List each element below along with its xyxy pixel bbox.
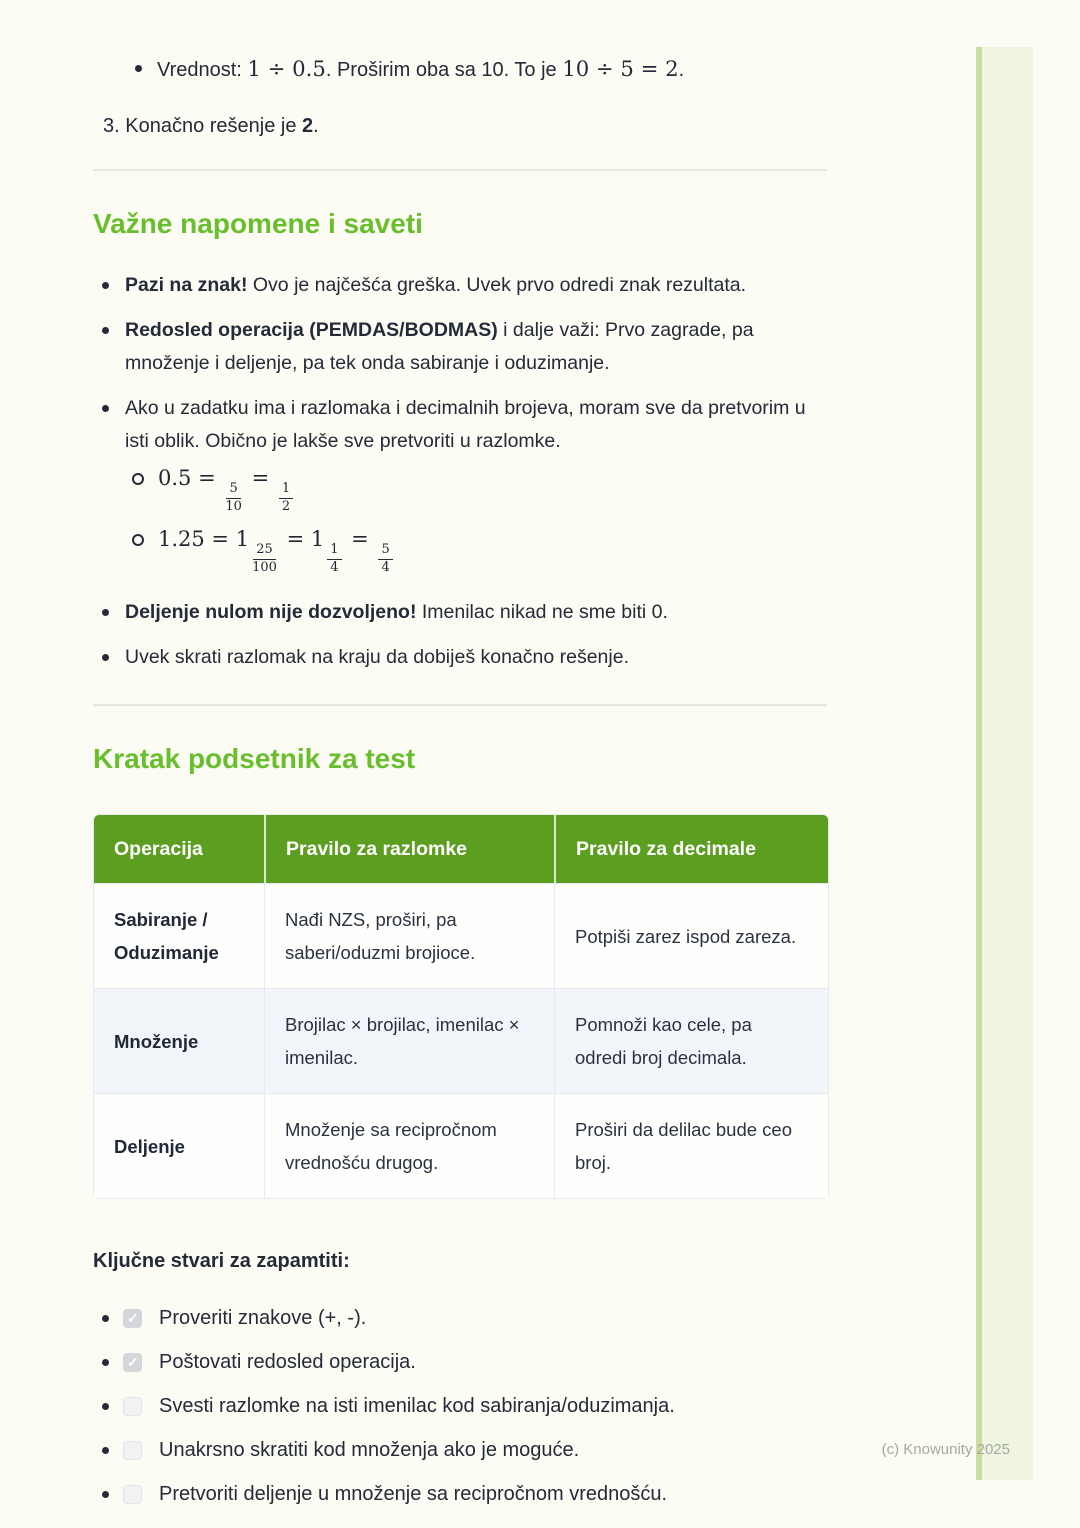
math-expression: 1.25 = 1 $\frac{25}{100}$ = 1 $\frac{1}{4}$ = $\frac{5}{4}$	[125, 521, 827, 576]
table-cell: Potpiši zarez ispod zareza.	[554, 883, 828, 988]
table-cell: Brojilac × brojilac, imenilac × imenilac.	[264, 988, 554, 1093]
section-title-reminder: Kratak podsetnik za test	[93, 743, 416, 775]
checklist-item	[93, 1438, 827, 1462]
checklist-item-label: Poštovati redosled operacija.	[159, 1351, 416, 1374]
list-item: Pazi na znak! Ovo je najčešća greška. Uvek prvo odredi znak rezultata.	[93, 269, 827, 302]
checklist-item	[93, 1482, 827, 1506]
list-item: Uvek skrati razlomak na kraju da dobiješ konačno rešenje.	[93, 641, 827, 674]
checkbox-icon[interactable]	[123, 1309, 142, 1328]
checkbox-icon[interactable]	[123, 1397, 142, 1416]
checklist-item	[93, 1394, 827, 1418]
table-cell: Proširi da delilac bude ceo broj.	[554, 1093, 828, 1198]
checkbox-icon[interactable]	[123, 1485, 142, 1504]
table-cell: Množenje	[94, 988, 264, 1093]
checklist-item-label: Unakrsno skratiti kod množenja ako je moguće.	[159, 1439, 580, 1462]
table-cell: Množenje sa recipročnom vrednošću drugog.	[264, 1093, 554, 1198]
section-title-notes: Važne napomene i saveti	[93, 208, 423, 239]
table-row	[94, 988, 828, 1093]
list-item: Vrednost: 1 ÷ 0.5. Proširim oba sa 10. To je 10 ÷ 5 = 2.	[93, 56, 827, 83]
checklist-item-label: Proveriti znakove (+, -).	[159, 1307, 367, 1330]
section-divider	[93, 169, 827, 171]
list-item: Redosled operacija (PEMDAS/BODMAS) i dalje važi: Prvo zagrade, pa množenje i deljenje, pa tek onda sabiranje i oduzimanje.	[93, 314, 827, 380]
table-row	[94, 883, 828, 988]
rules-table	[93, 814, 829, 1199]
conversion-examples-list	[125, 460, 827, 576]
column-header-decimal-rule: Pravilo za decimale	[554, 815, 828, 883]
final-answer-text: 3. Konačno rešenje je 2.	[103, 115, 319, 137]
table-header-row	[94, 815, 828, 883]
table-cell: Pomnoži kao cele, pa odredi broj decimala.	[554, 988, 828, 1093]
column-header-operation: Operacija	[94, 815, 264, 883]
solution-step-list	[93, 0, 827, 83]
section-divider	[93, 704, 827, 706]
checklist-item	[93, 1350, 827, 1374]
math-expression: 0.5 = $\frac{5}{10}$ = $\frac{1}{2}$	[125, 460, 827, 515]
checkbox-icon[interactable]	[123, 1353, 142, 1372]
table-cell: Nađi NZS, proširi, pa saberi/oduzmi brojioce.	[264, 883, 554, 988]
document-content	[93, 0, 827, 1526]
checkbox-icon[interactable]	[123, 1441, 142, 1460]
table-cell: Deljenje	[94, 1093, 264, 1198]
table-row	[94, 1093, 828, 1198]
checklist-item	[93, 1306, 827, 1330]
list-item-text: Ako u zadatku ima i razlomaka i decimalnih brojeva, moram sve da pretvorim u isti oblik. Obično je lakše sve pretvoriti u razlomke.	[125, 397, 806, 452]
checklist-title: Ključne stvari za zapamtiti:	[93, 1250, 350, 1273]
copyright-text: (c) Knowunity 2025	[881, 1441, 1010, 1458]
checklist-item-label: Pretvoriti deljenje u množenje sa recipročnom vrednošću.	[159, 1483, 668, 1506]
list-item: Deljenje nulom nije dozvoljeno! Imenilac nikad ne sme biti 0.	[93, 596, 827, 629]
checklist	[93, 1306, 827, 1506]
table-cell: Sabiranje / Oduzimanje	[94, 883, 264, 988]
list-item	[93, 392, 827, 576]
checklist-item-label: Svesti razlomke na isti imenilac kod sabiranja/oduzimanja.	[159, 1395, 675, 1418]
notes-list	[93, 269, 827, 674]
side-accent-bar	[976, 47, 1033, 1480]
column-header-fraction-rule: Pravilo za razlomke	[264, 815, 554, 883]
